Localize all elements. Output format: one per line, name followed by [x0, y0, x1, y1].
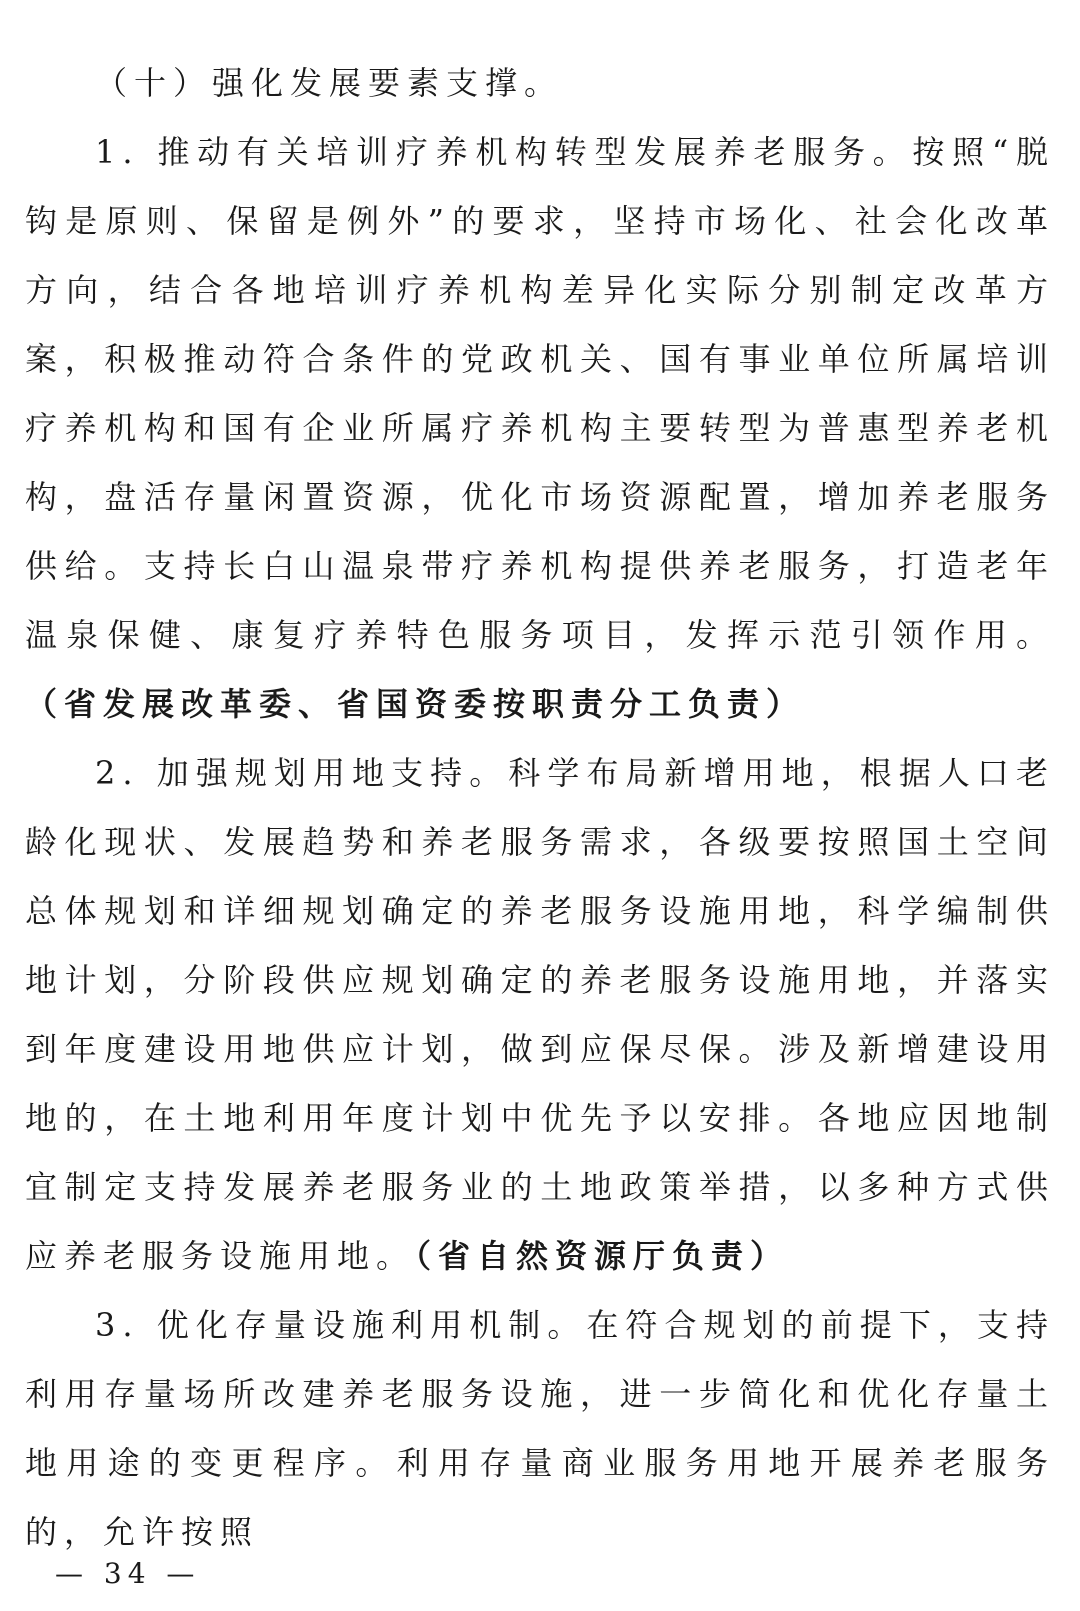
- paragraph-3-text: 3. 优化存量设施利用机制。在符合规划的前提下，支持利用存量场所改建养老服务设施，进一步简化和优化存量土地用途的变更程序。利用存量商业服务用地开展养老服务的，允许按照: [25, 1306, 1055, 1551]
- paragraph-2-text: 2. 加强规划用地支持。科学布局新增用地，根据人口老龄化现状、发展趋势和养老服务需求，各级要按照国土空间总体规划和详细规划确定的养老服务设施用地，科学编制供地计划，分阶段供应规划确定的养老服务设施用地，并落实到年度建设用地供应计划，做到应保尽保。涉及新增建设用地的，在土地利用年度计划中优先予以安排。各地应因地制宜制定支持发展养老服务业的土地政策举措，以多种方式供应养老服务设施用地。: [25, 754, 1055, 1275]
- document-page: [25, 48, 1055, 1567]
- paragraph-2-responsible: （省自然资源厅负责）: [415, 1237, 790, 1275]
- section-heading: （十）强化发展要素支撑。: [95, 64, 564, 102]
- page-number: — 34 —: [55, 1557, 201, 1590]
- paragraph-1-text: 1. 推动有关培训疗养机构转型发展养老服务。按照“脱钩是原则、保留是例外”的要求，坚持市场化、社会化改革方向，结合各地培训疗养机构差异化实际分别制定改革方案，积极推动符合条件的党政机关、国有事业单位所属培训疗养机构和国有企业所属疗养机构主要转型为普惠型养老机构，盘活存量闲置资源，优化市场资源配置，增加养老服务供给。支持长白山温泉带疗养机构提供养老服务，打造老年温泉保健、康复疗养特色服务项目，发挥示范引领作用。: [25, 133, 1055, 654]
- paragraph-1-responsible: （省发展改革委、省国资委按职责分工负责）: [25, 685, 806, 723]
- paragraph-2: [25, 739, 1055, 1291]
- paragraph-1: [25, 118, 1055, 739]
- paragraph-3: [25, 1291, 1055, 1567]
